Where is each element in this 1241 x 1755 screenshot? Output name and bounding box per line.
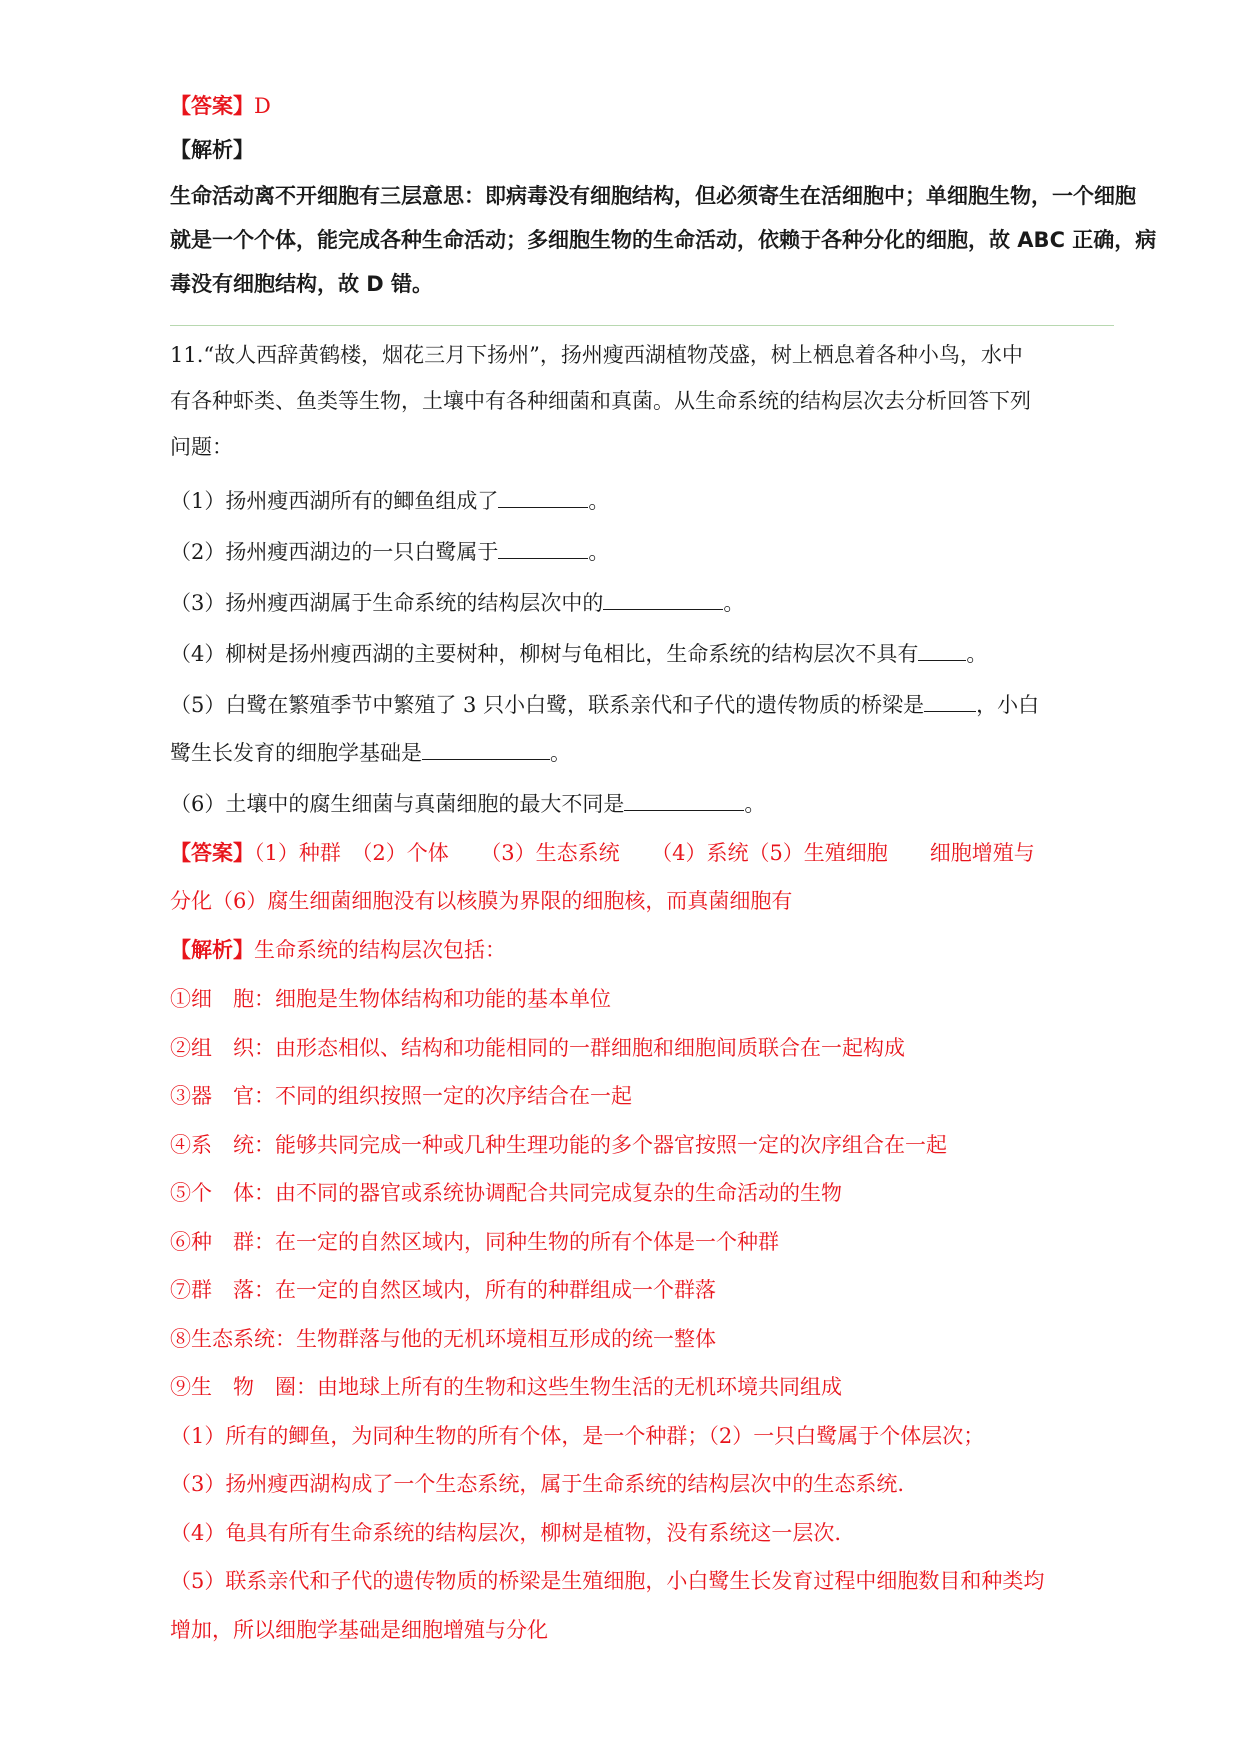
answer-tag: 【答案】 xyxy=(170,841,254,865)
sub-question-3: （3）扬州瘦西湖属于生命系统的结构层次中的 。 xyxy=(170,591,745,615)
analysis-intro-line: 【解析】生命系统的结构层次包括： xyxy=(170,938,506,962)
level-6: ⑥种 群：在一定的自然区域内，同种生物的所有个体是一个种群 xyxy=(170,1230,779,1254)
level-8: ⑧生态系统：生物群落与他的无机环境相互形成的统一整体 xyxy=(170,1327,716,1351)
answer-blank xyxy=(422,739,550,760)
analysis-tag: 【解析】 xyxy=(170,938,254,962)
sub-question-1: （1）扬州瘦西湖所有的鲫鱼组成了 。 xyxy=(170,489,610,513)
explain-line-3: （4）龟具有所有生命系统的结构层次，柳树是植物，没有系统这一层次. xyxy=(170,1521,842,1545)
level-9: ⑨生 物 圈：由地球上所有的生物和这些生物生活的无机环境共同组成 xyxy=(170,1375,842,1399)
explain-line-2: （3）扬州瘦西湖构成了一个生态系统，属于生命系统的结构层次中的生态系统. xyxy=(170,1472,905,1496)
level-1: ①细 胞：细胞是生物体结构和功能的基本单位 xyxy=(170,987,611,1011)
sub-question-5: （5）白鹭在繁殖季节中繁殖了 3 只小白鹭，联系亲代和子代的遗传物质的桥梁是 ，小白 xyxy=(170,693,1040,717)
question-stem-line-3: 问题： xyxy=(170,435,233,459)
answer-blank xyxy=(624,790,744,811)
level-4: ④系 统：能够共同完成一种或几种生理功能的多个器官按照一定的次序组合在一起 xyxy=(170,1133,947,1157)
level-7: ⑦群 落：在一定的自然区域内，所有的种群组成一个群落 xyxy=(170,1278,716,1302)
answer-blank xyxy=(603,589,723,610)
sub-question-4: （4）柳树是扬州瘦西湖的主要树种，柳树与龟相比，生命系统的结构层次不具有 。 xyxy=(170,642,988,666)
prev-analysis-line-1: 生命活动离不开细胞有三层意思：即病毒没有细胞结构，但必须寄生在活细胞中；单细胞生物，一个细胞 xyxy=(170,184,1136,208)
answer-blank xyxy=(918,640,966,661)
explain-line-1: （1）所有的鲫鱼，为同种生物的所有个体，是一个种群；（2）一只白鹭属于个体层次； xyxy=(170,1424,985,1448)
prev-answer-tag: 【答案】 xyxy=(170,94,254,118)
question-stem-line-2: 有各种虾类、鱼类等生物，土壤中有各种细菌和真菌。从生命系统的结构层次去分析回答下列 xyxy=(170,389,1031,413)
explain-line-5: 增加，所以细胞学基础是细胞增殖与分化 xyxy=(170,1618,548,1642)
sub-question-6: （6）土壤中的腐生细菌与真菌细胞的最大不同是 。 xyxy=(170,792,766,816)
section-divider xyxy=(170,325,1114,326)
level-5: ⑤个 体：由不同的器官或系统协调配合共同完成复杂的生命活动的生物 xyxy=(170,1181,842,1205)
prev-answer-value: D xyxy=(254,94,271,118)
prev-analysis-line-2: 就是一个个体，能完成各种生命活动；多细胞生物的生命活动，依赖于各种分化的细胞，故 ABC 正确，病 xyxy=(170,228,1157,252)
answer-blank xyxy=(924,691,976,712)
prev-analysis-tag: 【解析】 xyxy=(170,138,254,162)
prev-answer-line xyxy=(170,92,271,120)
prev-analysis-line-3: 毒没有细胞结构，故 D 错。 xyxy=(170,272,434,296)
answer-blank xyxy=(498,487,588,508)
answer-line-1: 【答案】（1）种群 （2）个体 （3）生态系统 （4）系统（5）生殖细胞 细胞增殖与 xyxy=(170,841,1035,865)
answer-blank xyxy=(498,538,588,559)
answer-line-2: 分化（6）腐生细菌细胞没有以核膜为界限的细胞核，而真菌细胞有 xyxy=(170,889,793,913)
level-3: ③器 官：不同的组织按照一定的次序结合在一起 xyxy=(170,1084,632,1108)
sub-question-5-cont: 鹭生长发育的细胞学基础是 。 xyxy=(170,741,571,765)
question-stem-line-1: 11.“故人西辞黄鹤楼，烟花三月下扬州”，扬州瘦西湖植物茂盛，树上栖息着各种小鸟，水中 xyxy=(170,343,1023,367)
sub-question-2: （2）扬州瘦西湖边的一只白鹭属于 。 xyxy=(170,540,610,564)
level-2: ②组 织：由形态相似、结构和功能相同的一群细胞和细胞间质联合在一起构成 xyxy=(170,1036,905,1060)
explain-line-4: （5）联系亲代和子代的遗传物质的桥梁是生殖细胞，小白鹭生长发育过程中细胞数目和种类均 xyxy=(170,1569,1045,1593)
